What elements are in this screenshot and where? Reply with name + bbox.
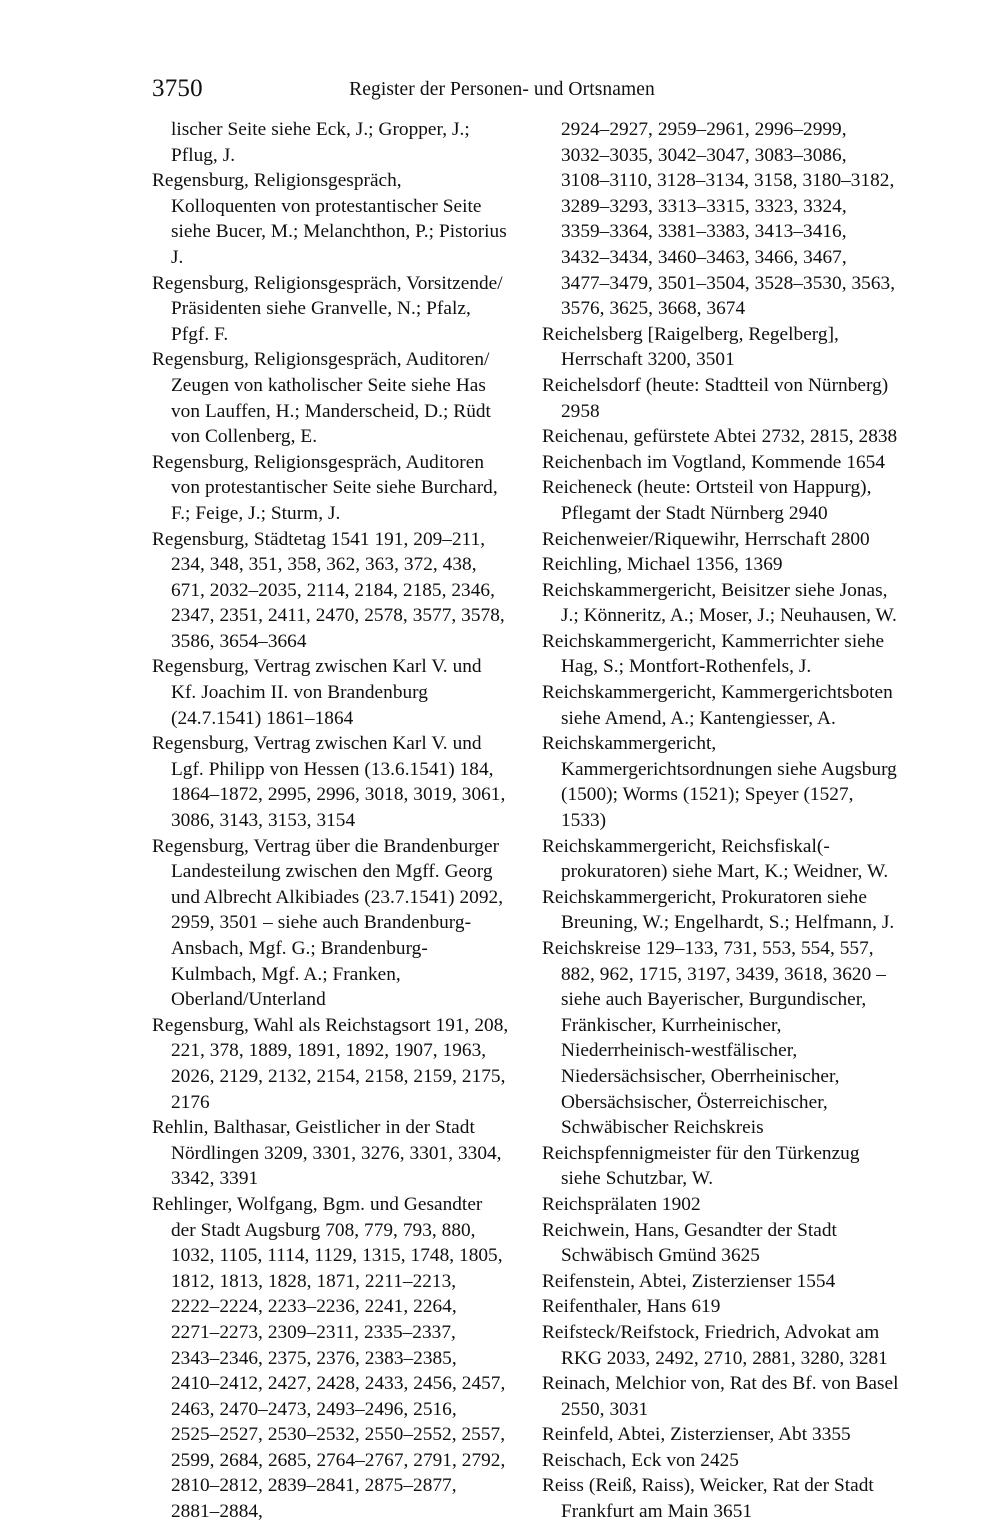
index-entry: Regensburg, Vertrag zwischen Karl V. und Lgf. Philipp von Hessen (13.6.1541) 184, 1864–1872, 2995, 2996, 3018, 3019, 3061, 3086, 3143, 3153, 3154 xyxy=(152,733,506,832)
running-head xyxy=(152,74,852,104)
index-entry: Regensburg, Vertrag über die Brandenburger Landesteilung zwischen den Mgff. Georg und Albrecht Alkibiades (23.7.1541) 2092, 2959, 3501 – siehe auch Brandenburg-Ansbach, Mgf. G.; Brandenburg-Kulmbach, Mgf. A.; Franken, Oberland/Unterland xyxy=(152,835,504,1011)
index-entry: Rehlin, Balthasar, Geistlicher in der Stadt Nördlingen 3209, 3301, 3276, 3301, 3304, 3342, 3391 xyxy=(152,1117,502,1190)
page-number: 3750 xyxy=(152,75,203,102)
index-entry: Reichling, Michael 1356, 1369 xyxy=(542,554,783,576)
right-column xyxy=(542,117,899,1525)
index-entry: Reichskammergericht, Kammerrichter siehe Hag, S.; Montfort-Rothenfels, J. xyxy=(542,630,885,678)
index-entry: Reichelsdorf (heute: Stadtteil von Nürnberg) 2958 xyxy=(542,374,889,422)
index-entry: Reichskreise 129–133, 731, 553, 554, 557, 882, 962, 1715, 3197, 3439, 3618, 3620 – siehe auch Bayerischer, Burgundischer, Fränkischer, Kurrheinischer, Niederrheinisch-westfälischer, Niedersächsischer, Oberrheinischer, Obersächsischer, Österreichischer, Schwäbischer Reichskreis xyxy=(542,938,886,1139)
index-entry: Reichelsberg [Raigelberg, Regelberg], Herrschaft 3200, 3501 xyxy=(542,323,839,371)
index-entry: lischer Seite siehe Eck, J.; Gropper, J.; Pflug, J. xyxy=(171,119,470,166)
index-entry: Reichspfennigmeister für den Türkenzug siehe Schutzbar, W. xyxy=(542,1142,860,1190)
index-entry: Reifenthaler, Hans 619 xyxy=(542,1296,721,1318)
index-entry: Regensburg, Religionsgespräch, Auditoren von protestantischer Seite siehe Burchard, F.; Feige, J.; Sturm, J. xyxy=(152,451,498,524)
index-entry: Reichwein, Hans, Gesandter der Stadt Schwäbisch Gmünd 3625 xyxy=(542,1219,837,1267)
index-entry: Regensburg, Vertrag zwischen Karl V. und Kf. Joachim II. von Brandenburg (24.7.1541) 1861–1864 xyxy=(152,656,482,729)
index-entry: Reifsteck/Reifstock, Friedrich, Advokat am RKG 2033, 2492, 2710, 2881, 3280, 3281 xyxy=(542,1321,888,1369)
index-entry: Reichskammergericht, Reichsfiskal(-prokuratoren) siehe Mart, K.; Weidner, W. xyxy=(542,835,889,883)
index-entry: Reifenstein, Abtei, Zisterzienser 1554 xyxy=(542,1270,836,1292)
index-entry: Reichskammergericht, Kammergerichtsordnungen siehe Augsburg (1500); Worms (1521); Speyer (1527, 1533) xyxy=(542,733,897,832)
index-entry: Regensburg, Religionsgespräch, Vorsitzende/ Präsidenten siehe Granvelle, N.; Pfalz, Pfgf. F. xyxy=(152,272,503,345)
index-entry: Reiss (Reiß, Raiss), Weicker, Rat der Stadt Frankfurt am Main 3651 xyxy=(542,1475,874,1523)
index-entry: Rehlinger, Wolfgang, Bgm. und Gesandter der Stadt Augsburg 708, 779, 793, 880, 1032, 1105, 1114, 1129, 1315, 1748, 1805, 1812, 1813, 1828, 1871, 2211–2213, 2222–2224, 2233–2236, 2241, 2264, 2271–2273, 2309–2311, 2335–2337, 2343–2346, 2375, 2376, 2383–2385, 2410–2412, 2427, 2428, 2433, 2456, 2457, 2463, 2470–2473, 2493–2496, 2516, 2525–2527, 2530–2532, 2550–2552, 2557, 2599, 2684, 2685, 2764–2767, 2791, 2792, 2810–2812, 2839–2841, 2875–2877, 2881–2884, xyxy=(152,1193,506,1523)
left-column xyxy=(152,117,509,1525)
index-entry: Regensburg, Religionsgespräch, Auditoren/ Zeugen von katholischer Seite siehe Has von Lauffen, H.; Manderscheid, D.; Rüdt von Collenberg, E. xyxy=(152,349,491,448)
index-entry: Reischach, Eck von 2425 xyxy=(542,1449,739,1471)
running-title: Register der Personen- und Ortsnamen xyxy=(349,79,655,100)
index-entry: Reichskammergericht, Kammergerichtsboten siehe Amend, A.; Kantengiesser, A. xyxy=(542,682,893,729)
index-entry: Reinfeld, Abtei, Zisterzienser, Abt 3355 xyxy=(542,1424,851,1446)
index-entry: 2924–2927, 2959–2961, 2996–2999, 3032–3035, 3042–3047, 3083–3086, 3108–3110, 3128–3134, 3158, 3180–3182, 3289–3293, 3313–3315, 3323, 3324, 3359–3364, 3381–3383, 3413–3416, 3432–3434, 3460–3463, 3466, 3467, 3477–3479, 3501–3504, 3528–3530, 3563, 3576, 3625, 3668, 3674 xyxy=(561,119,896,320)
index-entry: Regensburg, Religionsgespräch, Kolloquenten von protestantischer Seite siehe Bucer, M.; Melanchthon, P.; Pistorius J. xyxy=(152,170,507,268)
index-entry: Reichskammergericht, Beisitzer siehe Jonas, J.; Könneritz, A.; Moser, J.; Neuhausen, W. xyxy=(542,579,897,627)
index-entry: Reichenau, gefürstete Abtei 2732, 2815, 2838 xyxy=(542,426,898,448)
index-entry: Regensburg, Wahl als Reichstagsort 191, 208, 221, 378, 1889, 1891, 1892, 1907, 1963, 2026, 2129, 2132, 2154, 2158, 2159, 2175, 2176 xyxy=(152,1014,509,1113)
index-columns xyxy=(152,117,900,1525)
index-entry: Reichenbach im Vogtland, Kommende 1654 xyxy=(542,451,886,473)
index-entry: Regensburg, Städtetag 1541 191, 209–211, 234, 348, 351, 358, 362, 363, 372, 438, 671, 2032–2035, 2114, 2184, 2185, 2346, 2347, 2351, 2411, 2470, 2578, 3577, 3578, 3586, 3654–3664 xyxy=(152,528,505,652)
index-entry: Reicheneck (heute: Ortsteil von Happurg), Pflegamt der Stadt Nürnberg 2940 xyxy=(542,477,872,524)
index-entry: Reichenweier/Riquewihr, Herrschaft 2800 xyxy=(542,528,870,550)
index-entry: Reichskammergericht, Prokuratoren siehe Breuning, W.; Engelhardt, S.; Helfmann, J. xyxy=(542,886,895,934)
index-entry: Reichsprälaten 1902 xyxy=(542,1193,701,1215)
index-entry: Reinach, Melchior von, Rat des Bf. von Basel 2550, 3031 xyxy=(542,1373,899,1420)
